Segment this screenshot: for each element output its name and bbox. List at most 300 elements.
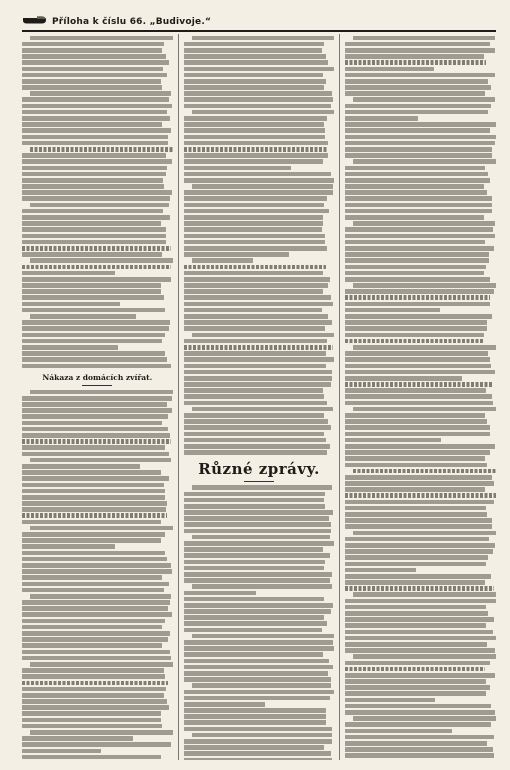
text-line [22,166,167,171]
text-line [184,677,332,682]
text-line [345,586,494,591]
text-line [184,419,329,424]
text-line [184,42,324,47]
text-line [345,240,485,245]
text-line [345,339,484,344]
text-line [184,665,334,670]
text-line [345,190,487,195]
text-line [22,159,172,164]
text-line [184,48,323,53]
text-line [345,487,485,492]
text-line [184,135,325,140]
text-line [184,252,289,257]
text-line [184,302,333,307]
text-line [184,640,333,645]
text-line [22,240,166,245]
text-line [22,128,171,133]
text-line [345,203,491,208]
text-line [345,172,488,177]
text-line [22,483,164,488]
text-line [345,450,489,455]
text-line [184,172,331,177]
text-line [22,209,163,214]
text-line [184,60,329,65]
text-line [184,351,326,356]
text-line [22,295,164,300]
text-line [22,122,162,127]
text-line [22,265,171,270]
text-line [22,135,168,140]
text-line [184,289,323,294]
column-left [22,34,173,760]
text-line [22,693,164,698]
text-line [345,227,492,232]
pointing-hand-icon [22,14,48,26]
text-line [30,147,173,152]
text-line [345,549,493,554]
text-line [345,735,493,740]
text-line [345,413,485,418]
text-line [22,724,162,729]
text-line [345,568,415,573]
text-line [184,326,325,331]
text-line [30,91,171,96]
text-line [22,476,169,481]
text-line [184,394,324,399]
text-line [345,512,487,517]
text-line [345,234,494,239]
text-line [22,333,165,338]
text-line [22,557,167,562]
text-line [22,104,172,109]
text-line [345,196,492,201]
text-line [345,110,488,115]
text-line [22,234,166,239]
text-line [353,407,496,412]
text-line [30,390,173,395]
text-line [353,592,496,597]
text-line [345,265,485,270]
text-line [184,646,334,651]
text-line [30,662,173,667]
text-line [22,464,140,469]
text-line [345,351,488,356]
text-line [345,685,490,690]
text-line [184,450,327,455]
text-line [184,265,326,270]
text-line [22,470,161,475]
text-line [345,729,452,734]
text-line [184,357,334,362]
text-line [22,551,165,556]
text-line [345,661,489,666]
text-line [184,240,326,245]
text-line [184,376,332,381]
text-line [22,563,171,568]
text-line [345,289,493,294]
text-line [184,720,326,725]
text-line [345,209,491,214]
text-line [184,370,332,375]
text-line [345,252,489,257]
text-line [30,458,171,463]
text-line [345,425,490,430]
section-heading: Nákaza z domácích zvířat. [42,373,153,383]
text-line [345,524,492,529]
text-line [345,419,486,424]
text-line [184,364,327,369]
text-line [184,432,325,437]
text-line [345,147,492,152]
text-line [345,295,490,300]
text-line [345,599,495,604]
text-line [345,91,484,96]
text-line [345,518,491,523]
text-line [345,258,489,263]
text-line [345,698,434,703]
text-line [184,295,331,300]
text-line [184,425,331,430]
text-line [184,597,324,602]
text-line [22,48,162,53]
text-line [345,104,490,109]
text-line [22,668,164,673]
text-line [353,345,496,350]
text-line [345,320,486,325]
text-line [184,401,327,406]
text-line [22,736,133,741]
text-line [22,612,172,617]
text-line [345,432,489,437]
text-line [345,382,493,387]
text-line [22,656,171,661]
text-line [192,407,334,412]
text-line [184,714,326,719]
text-line [184,271,323,276]
text-line [345,673,494,678]
text-line [345,704,491,709]
text-line [184,547,323,552]
text-line [345,364,491,369]
text-line [192,683,332,688]
text-line [345,302,489,307]
text-line [22,742,171,747]
text-line [22,184,164,189]
text-line [22,445,165,450]
heading-rule [82,385,112,386]
text-line [184,696,331,701]
text-line [345,314,491,319]
text-line [22,582,169,587]
text-line [22,687,166,692]
text-line [184,516,330,521]
text-line [184,104,332,109]
text-line [22,625,162,630]
text-line [22,402,167,407]
text-line [345,630,493,635]
text-line [184,758,332,760]
text-line [345,500,494,505]
text-line [184,196,328,201]
column-right [339,34,496,760]
text-line [184,690,334,695]
text-line [345,691,486,696]
text-line [345,333,484,338]
page-title: Příloha k číslu 66. „Budivoje.“ [52,17,212,27]
section-heading-block [184,460,335,482]
text-line [184,153,328,158]
text-line [184,97,333,102]
text-line [184,116,328,121]
text-line [22,711,161,716]
text-line [184,560,325,565]
text-line [184,739,332,744]
text-line [184,339,327,344]
text-line [22,600,170,605]
text-line [345,73,495,78]
text-line [184,234,326,239]
text-line [184,609,332,614]
text-line [184,382,332,387]
text-line [22,532,165,537]
text-line [22,252,162,257]
text-line [184,522,331,527]
text-line [22,60,169,65]
text-line [22,433,170,438]
text-line [22,196,170,201]
text-line [22,631,170,636]
text-line [192,36,334,41]
text-line [22,538,161,543]
text-line [22,116,170,121]
text-line [22,520,161,525]
text-line [184,444,330,449]
text-line [184,413,324,418]
text-line [345,277,489,282]
text-line [345,475,492,480]
text-line [184,529,331,534]
text-line [22,619,165,624]
text-line [345,141,495,146]
text-line [22,569,172,574]
text-line [184,91,332,96]
text-line [184,79,327,84]
text-line [184,492,326,497]
text-line [353,654,496,659]
text-line [345,54,484,59]
text-line [22,326,169,331]
text-line [184,277,330,282]
text-line [22,339,162,344]
text-line [184,504,325,509]
text-line [184,54,327,59]
text-line [184,178,334,183]
text-line [22,153,166,158]
text-line [184,308,323,313]
text-line [184,572,332,577]
text-line [30,258,173,263]
text-line [22,755,161,760]
text-line [184,553,331,558]
text-line [184,621,327,626]
text-line [184,320,332,325]
article-columns [22,34,496,760]
text-line [345,493,495,498]
text-line [345,463,487,468]
text-line [345,326,486,331]
text-line [345,394,492,399]
text-line [345,388,486,393]
text-line [22,172,166,177]
text-line [22,495,165,500]
text-line [345,370,495,375]
text-line [353,221,495,226]
text-line [184,708,327,713]
text-line [22,501,167,506]
text-line [345,605,486,610]
text-line [22,427,168,432]
text-line [22,302,120,307]
text-line [345,308,440,313]
text-line [345,679,486,684]
text-line [345,122,495,127]
text-line [184,215,324,220]
text-line [22,718,161,723]
text-line [345,543,495,548]
text-line [192,184,333,189]
text-line [184,147,327,152]
text-line [22,637,168,642]
text-line [184,85,324,90]
text-line [184,615,324,620]
text-line [22,320,170,325]
section-heading-block [22,373,173,386]
section-heading-large: Různé zprávy. [198,459,320,478]
text-line [22,588,164,593]
text-line [184,591,257,596]
text-line [345,574,491,579]
text-line [192,733,332,738]
text-line [22,289,161,294]
text-line [184,751,331,756]
text-line [22,221,161,226]
text-line [22,345,118,350]
column-middle [178,34,335,760]
page-header [22,8,496,32]
text-line [192,584,333,589]
text-line [192,333,334,338]
text-line [345,562,485,567]
text-line [345,215,484,220]
text-line [30,594,171,599]
text-line [184,671,329,676]
text-line [345,611,487,616]
text-line [345,444,495,449]
text-line [22,246,171,251]
text-line [184,652,323,657]
text-line [345,401,493,406]
text-line [22,85,162,90]
text-line [353,531,496,536]
text-line [345,617,494,622]
text-line [345,506,485,511]
text-line [22,489,165,494]
text-line [353,159,496,164]
text-line [184,203,325,208]
text-line [30,314,136,319]
text-line [192,110,335,115]
text-line [22,452,169,457]
text-line [345,116,418,121]
text-line [345,747,493,752]
text-line [22,351,165,356]
text-line [345,648,495,653]
text-line [353,97,495,102]
text-line [184,190,334,195]
text-line [345,42,490,47]
text-line [30,36,173,41]
text-line [345,357,490,362]
text-line [22,178,163,183]
text-line [184,209,330,214]
text-line [345,48,495,53]
text-line [22,67,163,72]
text-line [22,439,171,444]
text-line [345,555,488,560]
text-line [184,745,325,750]
text-line [345,623,486,628]
text-line [22,513,167,518]
text-line [22,575,162,580]
text-line [345,667,485,672]
text-line [22,308,165,313]
text-line [30,730,173,735]
text-line [22,507,166,512]
text-line [22,110,167,115]
text-line [184,727,332,732]
text-line [22,357,167,362]
text-line [184,388,323,393]
text-line [22,97,169,102]
text-line [184,283,328,288]
text-line [192,634,335,639]
text-line [345,753,493,758]
text-line [22,408,172,413]
text-line [345,537,488,542]
text-line [184,246,327,251]
text-line [22,227,166,232]
text-line [184,141,328,146]
text-line [192,485,332,490]
text-line [345,178,490,183]
text-line [22,414,168,419]
text-line [345,246,494,251]
text-line [184,603,333,608]
text-line [345,481,493,486]
text-line [345,438,440,443]
text-line [192,258,253,263]
text-line [184,566,324,571]
text-line [345,741,487,746]
text-line [22,606,168,611]
text-line [22,643,162,648]
text-line [345,710,495,715]
text-line [345,135,496,140]
text-line [184,166,292,171]
text-line [30,203,169,208]
text-line [345,60,486,65]
text-line [22,283,161,288]
